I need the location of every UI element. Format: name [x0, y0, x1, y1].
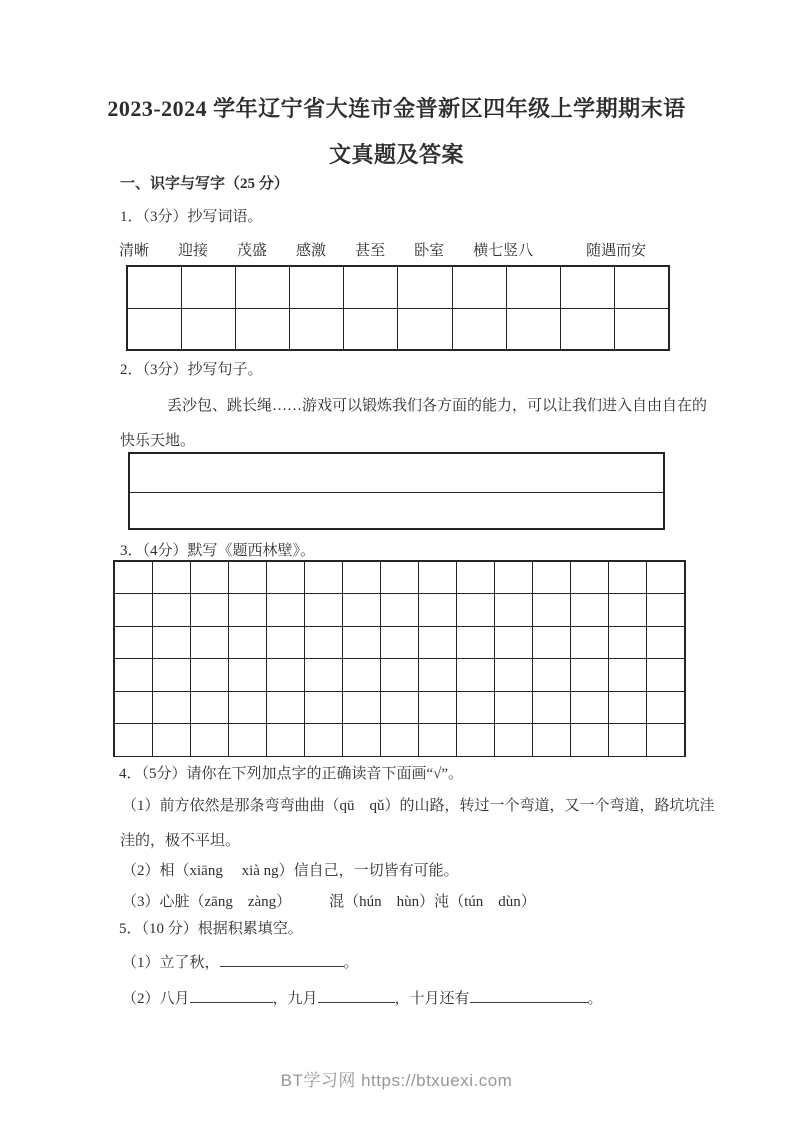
grid-cell [561, 267, 614, 308]
grid-cell [236, 267, 289, 308]
grid-cell [128, 309, 181, 350]
grid-cell [381, 692, 418, 724]
word-item: 迎接 [178, 243, 209, 259]
grid-cell [615, 267, 668, 308]
grid-cell [533, 627, 570, 659]
grid-cell [647, 724, 684, 756]
grid-cell [305, 594, 342, 626]
q5-item-1-text: （1）立了秋， [122, 955, 220, 971]
grid-cell [495, 562, 532, 594]
grid-cell [344, 267, 397, 308]
q5-item-2-seg-2: ，九月 [272, 991, 318, 1007]
grid-cell [647, 594, 684, 626]
question-2-sentence-line-2: 快乐天地。 [120, 433, 196, 449]
grid-cell [191, 562, 228, 594]
word-item: 清晰 [119, 243, 150, 259]
grid-cell [457, 627, 494, 659]
grid-cell [267, 562, 304, 594]
grid-cell [344, 309, 397, 350]
grid-cell [343, 724, 380, 756]
grid-cell [153, 562, 190, 594]
grid-cell [507, 267, 560, 308]
grid-cell [571, 627, 608, 659]
word-item: 卧室 [414, 243, 445, 259]
grid-cell [381, 562, 418, 594]
question-1-label: 1．（3分）抄写词语。 [120, 209, 263, 225]
grid-cell [267, 724, 304, 756]
grid-cell [419, 562, 456, 594]
grid-cell [153, 627, 190, 659]
grid-cell [609, 724, 646, 756]
fill-in-blank-line [190, 988, 273, 1003]
grid-cell [191, 724, 228, 756]
grid-cell [153, 692, 190, 724]
grid-cell [571, 692, 608, 724]
question-2-label: 2．（3分）抄写句子。 [120, 362, 263, 378]
grid-cell [419, 724, 456, 756]
question-4-label: 4．（5分）请你在下列加点字的正确读音下面画“√”。 [119, 766, 464, 782]
grid-cell [647, 562, 684, 594]
grid-cell [419, 659, 456, 691]
grid-cell [290, 309, 343, 350]
fill-in-blank-line [220, 952, 344, 967]
grid-cell [419, 692, 456, 724]
grid-cell [381, 627, 418, 659]
grid-cell [495, 627, 532, 659]
question-5-item-1 [122, 951, 359, 972]
grid-cell [229, 562, 266, 594]
footer-watermark: BT学习网 https://btxuexi.com [280, 1071, 513, 1090]
copy-box-row-divider [130, 492, 663, 493]
q5-item-2-seg-4: 。 [587, 991, 603, 1007]
grid-cell [191, 692, 228, 724]
document-title-line-2: 文真题及答案 [328, 142, 464, 167]
question-4-item-3 [122, 890, 536, 911]
question-3-label: 3．（4分）默写《题西林壁》。 [120, 543, 316, 559]
poem-writing-grid [113, 560, 686, 757]
word-copy-grid [126, 265, 670, 351]
grid-cell [267, 692, 304, 724]
grid-cell [305, 659, 342, 691]
fill-in-blank-line [470, 988, 588, 1003]
grid-cell [507, 309, 560, 350]
grid-cell [609, 594, 646, 626]
grid-cell [305, 692, 342, 724]
grid-cell [191, 659, 228, 691]
grid-cell [533, 594, 570, 626]
grid-cell [153, 594, 190, 626]
grid-cell [571, 724, 608, 756]
fill-in-blank-line [318, 988, 395, 1003]
grid-cell [305, 562, 342, 594]
word-item: 感激 [296, 243, 327, 259]
grid-cell [398, 309, 451, 350]
grid-cell [609, 562, 646, 594]
question-5-item-2 [122, 987, 603, 1008]
question-4-item-1-line-2: 洼的，极不平坦。 [120, 833, 241, 849]
grid-cell [571, 594, 608, 626]
grid-cell [453, 267, 506, 308]
grid-cell [191, 594, 228, 626]
grid-cell [115, 724, 152, 756]
grid-cell [533, 562, 570, 594]
grid-cell [609, 692, 646, 724]
q5-item-2-seg-1: （2）八月 [122, 991, 190, 1007]
question-4-item-2: （2）相（xiāng xià ng）信自己，一切皆有可能。 [122, 863, 459, 879]
question-4-item-3-part-1: （3）心脏（zāng zàng） [122, 894, 292, 910]
section-1-heading: 一、识字与写字（25 分） [120, 176, 289, 192]
grid-cell [381, 594, 418, 626]
grid-cell [343, 627, 380, 659]
grid-cell [153, 724, 190, 756]
grid-cell [229, 659, 266, 691]
grid-cell [533, 724, 570, 756]
grid-cell [343, 659, 380, 691]
grid-cell [533, 659, 570, 691]
grid-cell [229, 724, 266, 756]
grid-cell [457, 562, 494, 594]
document-title-line-1: 2023-2024 学年辽宁省大连市金普新区四年级上学期期末语 [107, 96, 686, 121]
grid-cell [343, 562, 380, 594]
grid-cell [609, 627, 646, 659]
grid-cell [495, 724, 532, 756]
grid-cell [457, 659, 494, 691]
grid-cell [571, 659, 608, 691]
grid-cell [533, 692, 570, 724]
grid-cell [236, 309, 289, 350]
grid-cell [182, 267, 235, 308]
word-item: 横七竖八 [473, 243, 534, 259]
grid-cell [229, 627, 266, 659]
grid-cell [115, 659, 152, 691]
question-4-item-1-line-1: （1）前方依然是那条弯弯曲曲（qū qǔ）的山路，转过一个弯道，又一个弯道，路坑坑洼 [122, 798, 715, 814]
grid-cell [647, 692, 684, 724]
grid-cell [267, 659, 304, 691]
grid-cell [571, 562, 608, 594]
grid-cell [609, 659, 646, 691]
grid-cell [381, 659, 418, 691]
grid-cell [290, 267, 343, 308]
q5-item-1-period: 。 [343, 955, 359, 971]
grid-cell [495, 659, 532, 691]
grid-cell [343, 594, 380, 626]
grid-cell [182, 309, 235, 350]
grid-cell [115, 562, 152, 594]
grid-cell [457, 724, 494, 756]
grid-cell [343, 692, 380, 724]
grid-cell [153, 659, 190, 691]
grid-cell [267, 627, 304, 659]
grid-cell [457, 692, 494, 724]
grid-cell [495, 692, 532, 724]
sentence-copy-box [128, 452, 665, 530]
grid-cell [457, 594, 494, 626]
grid-cell [267, 594, 304, 626]
grid-cell [229, 594, 266, 626]
grid-cell [398, 267, 451, 308]
word-item: 茂盛 [237, 243, 268, 259]
question-2-sentence-line-1: 丢沙包、跳长绳……游戏可以锻炼我们各方面的能力，可以让我们进入自由自在的 [167, 398, 708, 414]
grid-cell [647, 627, 684, 659]
grid-cell [381, 724, 418, 756]
grid-cell [115, 594, 152, 626]
grid-cell [305, 724, 342, 756]
q5-item-2-seg-3: ，十月还有 [394, 991, 470, 1007]
question-4-item-3-part-2: 混（hún hùn）沌（tún dùn） [329, 894, 536, 910]
question-5-label: 5．（10 分）根据积累填空。 [119, 921, 303, 937]
word-item: 甚至 [355, 243, 386, 259]
grid-cell [229, 692, 266, 724]
grid-cell [305, 627, 342, 659]
grid-cell [419, 627, 456, 659]
grid-cell [495, 594, 532, 626]
word-item: 随遇而安 [586, 243, 647, 259]
grid-cell [419, 594, 456, 626]
grid-cell [561, 309, 614, 350]
grid-cell [191, 627, 228, 659]
grid-cell [615, 309, 668, 350]
grid-cell [115, 692, 152, 724]
question-1-word-list [119, 239, 646, 260]
grid-cell [453, 309, 506, 350]
grid-cell [128, 267, 181, 308]
grid-cell [647, 659, 684, 691]
grid-cell [115, 627, 152, 659]
